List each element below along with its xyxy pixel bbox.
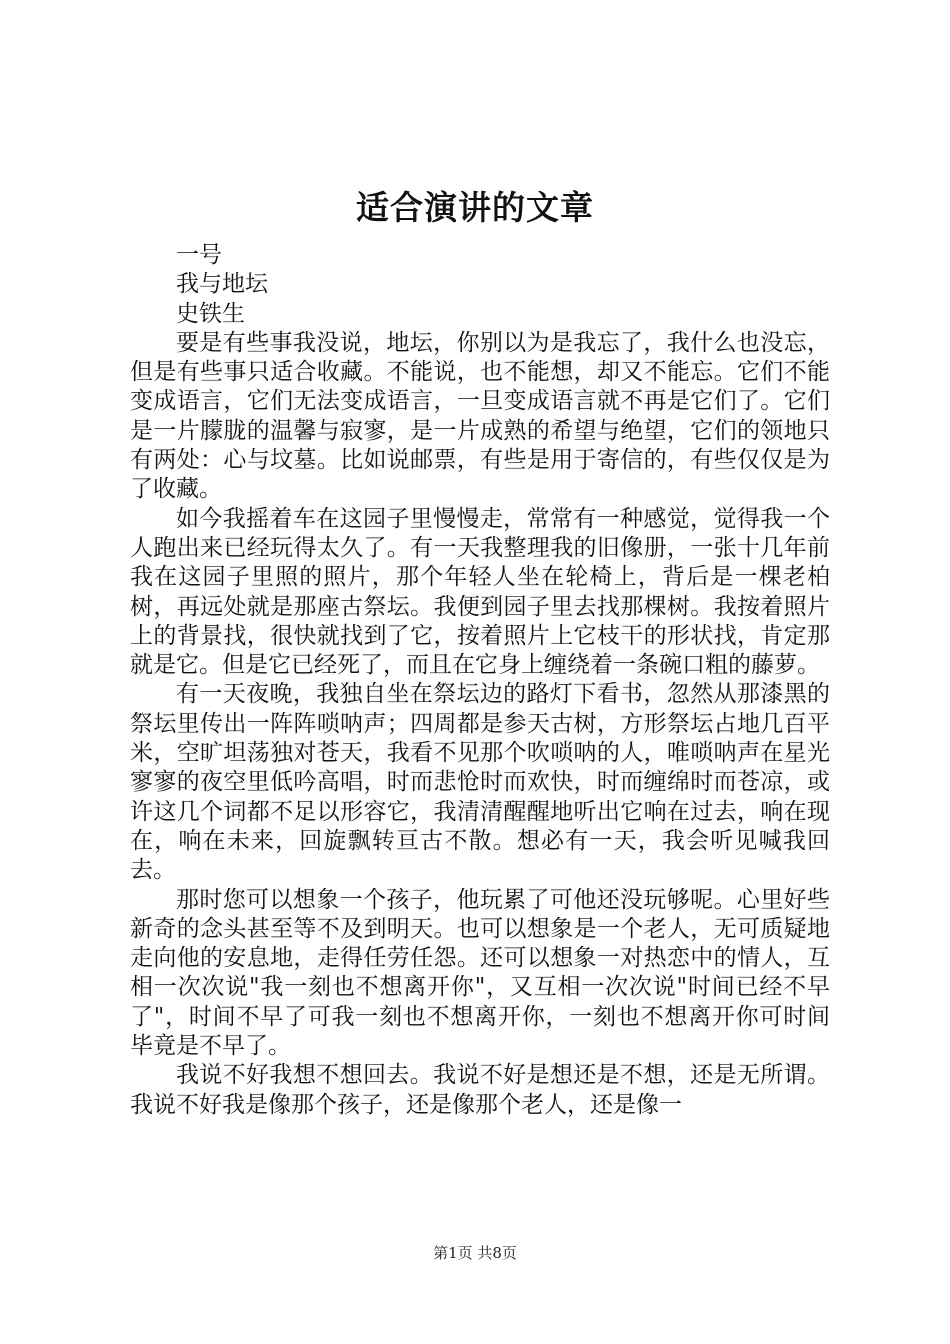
article-title: 我与地坛 [176,271,268,298]
document-body [130,241,830,1120]
page-footer: 第1页 共8页 [433,1244,517,1262]
paragraph: 要是有些事我没说，地坛，你别以为是我忘了，我什么也没忘，但是有些事只适合收藏。不能说，也不能想，却又不能忘。它们不能变成语言，它们无法变成语言，一旦变成语言就不再是它们了。它们是一片朦胧的温馨与寂寥，是一片成熟的希望与绝望，它们的领地只有两处：心与坟墓。比如说邮票，有些是用于寄信的，有些仅仅是为了收藏。 [130,329,830,503]
paragraph: 有一天夜晚，我独自坐在祭坛边的路灯下看书，忽然从那漆黑的祭坛里传出一阵阵唢呐声；四周都是参天古树，方形祭坛占地几百平米，空旷坦荡独对苍天，我看不见那个吹唢呐的人，唯唢呐声在星光寥寥的夜空里低吟高唱，时而悲怆时而欢快，时而缠绵时而苍凉，或许这几个词都不足以形容它，我清清醒醒地听出它响在过去，响在现在，响在未来，回旋飘转亘古不散。想必有一天，我会听见喊我回去。 [130,681,830,884]
paragraph: 那时您可以想象一个孩子，他玩累了可他还没玩够呢。心里好些新奇的念头甚至等不及到明天。也可以想象是一个老人，无可质疑地走向他的安息地，走得任劳任怨。还可以想象一对热恋中的情人，互相一次次说"我一刻也不想离开你"，又互相一次次说"时间已经不早了"，时间不早了可我一刻也不想离开你，一刻也不想离开你可时间毕竟是不早了。 [130,886,830,1060]
document-title: 适合演讲的文章 [356,188,594,227]
paragraph: 如今我摇着车在这园子里慢慢走，常常有一种感觉，觉得我一个人跑出来已经玩得太久了。有一天我整理我的旧像册，一张十几年前我在这园子里照的照片，那个年轻人坐在轮椅上，背后是一棵老柏树，再远处就是那座古祭坛。我便到园子里去找那棵树。我按着照片上的背景找，很快就找到了它，按着照片上它枝干的形状找，肯定那就是它。但是它已经死了，而且在它身上缠绕着一条碗口粗的藤萝。 [130,505,830,679]
article-author: 史铁生 [176,300,245,327]
paragraph: 我说不好我想不想回去。我说不好是想还是不想，还是无所谓。我说不好我是像那个孩子，还是像那个老人，还是像一 [130,1062,830,1118]
section-number: 一号 [176,242,222,268]
